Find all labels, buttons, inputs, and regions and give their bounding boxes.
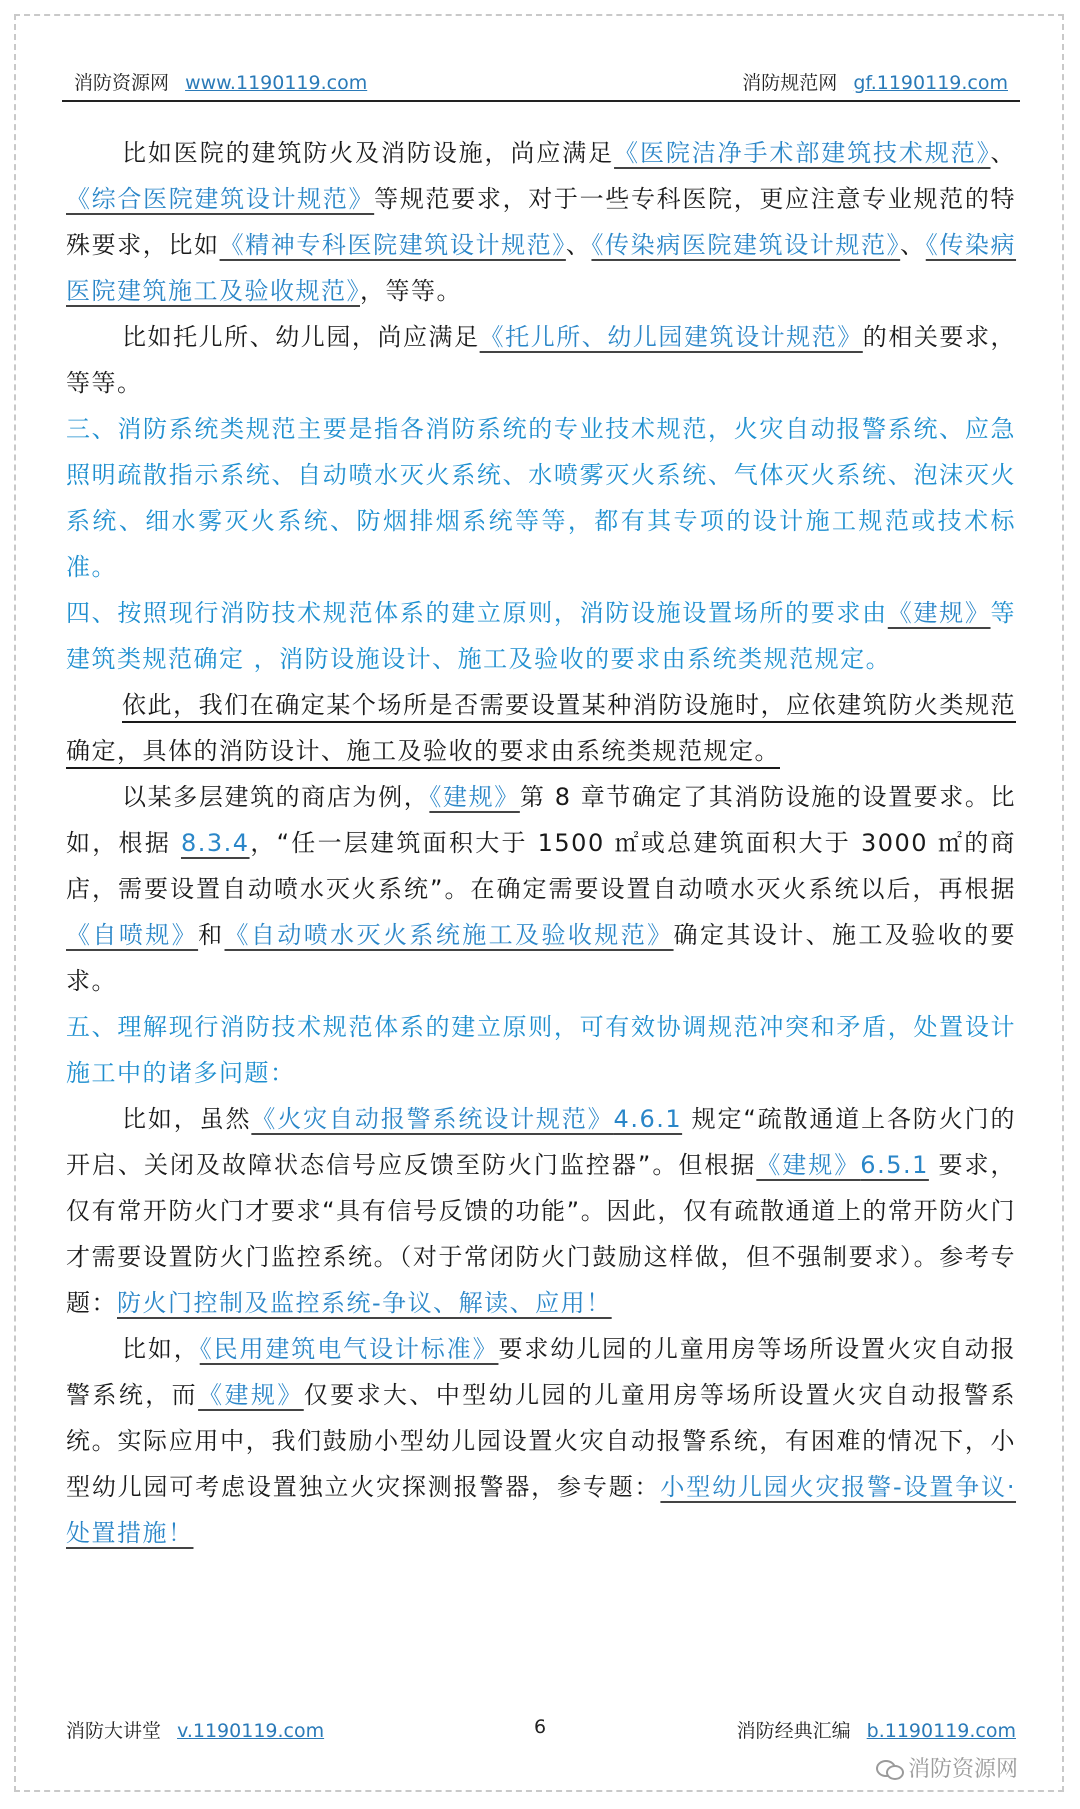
standard-link[interactable]: 《托儿所、幼儿园建筑设计规范》 bbox=[479, 323, 863, 351]
standard-link[interactable]: 《建规》 bbox=[198, 1381, 304, 1409]
section-four-heading bbox=[66, 590, 1016, 682]
clause-link[interactable]: 6.5.1 bbox=[860, 1151, 929, 1179]
footer-right bbox=[737, 1716, 1016, 1743]
watermark bbox=[876, 1752, 1018, 1783]
page-number: 6 bbox=[534, 1716, 547, 1738]
clause-link[interactable]: 4.6.1 bbox=[613, 1105, 683, 1133]
standard-link[interactable]: 《建规》 bbox=[887, 599, 991, 627]
paragraph-alarm bbox=[66, 1326, 1016, 1556]
text: 、 bbox=[900, 231, 926, 259]
standard-link[interactable]: 《建规》 bbox=[429, 783, 520, 811]
section-three-heading: 三、消防系统类规范主要是指各消防系统的专业技术规范，火灾自动报警系统、应急照明疏散指示系统、自动喷水灭火系统、水喷雾灭火系统、气体灭火系统、泡沫灭火系统、细水雾灭火系统、防烟排烟系统等等，都有其专项的设计施工规范或技术标准。 bbox=[66, 415, 1016, 581]
header-left-link[interactable]: www.1190119.com bbox=[185, 72, 368, 94]
paragraph-principle bbox=[66, 682, 1016, 774]
underlined-text: 依此，我们在确定某个场所是否需要设置某种消防设施时，应依建筑防火类规范确定，具体的消防设计、施工及验收的要求由系统类规范规定。 bbox=[66, 691, 1016, 765]
footer-right-site-name: 消防经典汇编 bbox=[736, 1720, 851, 1742]
standard-link[interactable]: 《建规》 bbox=[756, 1151, 861, 1179]
paragraph-kindergarten bbox=[66, 314, 1016, 406]
paragraph-shop-example bbox=[66, 774, 1016, 1004]
text: 比如医院的建筑防火及消防设施，尚应满足 bbox=[122, 139, 615, 167]
text: 、 bbox=[990, 139, 1017, 167]
text: 和 bbox=[198, 921, 225, 949]
standard-link[interactable]: 《传染病医院建筑施工及验收规范》 bbox=[66, 231, 1017, 305]
text: 的相关要求，等等。 bbox=[66, 323, 1017, 397]
text: 确定其设计、施工及验收的要求。 bbox=[66, 921, 1017, 995]
text: 第 8 章节确定了其消防设施的设置要求。比如，根据 bbox=[66, 783, 1017, 857]
text: 比如， bbox=[122, 1335, 200, 1363]
text: 等规范要求，对于一些专科医院，更应注意专业规范的特殊要求，比如 bbox=[66, 185, 1017, 259]
standard-link[interactable]: 《综合医院建筑设计规范》 bbox=[66, 185, 375, 213]
standard-link[interactable]: 《传染病医院建筑设计规范》 bbox=[591, 231, 901, 259]
watermark-text: 消防资源网 bbox=[908, 1757, 1019, 1782]
footer-left bbox=[66, 1716, 324, 1743]
text: ，“任一层建筑面积大于 1500 ㎡或总建筑面积大于 3000 ㎡的商店，需要设置自动喷水灭火系统”。在确定需要设置自动喷水灭火系统以后，再根据 bbox=[66, 829, 1016, 903]
text: 比如，虽然 bbox=[122, 1105, 252, 1133]
paragraph-hospital bbox=[66, 130, 1016, 314]
standard-link[interactable]: 《自动喷水灭火系统施工及验收规范》 bbox=[224, 921, 674, 949]
page-header bbox=[62, 66, 1020, 102]
text: 要求幼儿园的儿童用房等场所设置火灾自动报警系统，而 bbox=[66, 1335, 1017, 1409]
clause-link[interactable]: 8.3.4 bbox=[180, 829, 250, 857]
standard-link[interactable]: 《自喷规》 bbox=[66, 921, 199, 949]
text: 要求，仅有常开防火门才要求“具有信号反馈的功能”。因此，仅有疏散通道上的常开防火门才需要设置防火门监控系统。（对于常闭防火门鼓励这样做，但不强制要求）。参考专题： bbox=[66, 1151, 1016, 1317]
footer-left-site-name: 消防大讲堂 bbox=[66, 1720, 162, 1742]
footer-right-link[interactable]: b.1190119.com bbox=[866, 1720, 1016, 1742]
text: 、 bbox=[565, 231, 592, 259]
text: ，等等。 bbox=[360, 277, 462, 305]
footer-left-link[interactable]: v.1190119.com bbox=[177, 1720, 325, 1742]
header-right-site-name: 消防规范网 bbox=[742, 72, 838, 94]
text: 比如托儿所、幼儿园，尚应满足 bbox=[122, 323, 480, 351]
header-right-link[interactable]: gf.1190119.com bbox=[853, 72, 1008, 94]
text: 四、按照现行消防技术规范体系的建立原则，消防设施设置场所的要求由 bbox=[66, 599, 888, 627]
topic-link[interactable]: 防火门控制及监控系统-争议、解读、应用！ bbox=[117, 1289, 612, 1317]
topic-link[interactable]: 小型幼儿园火灾报警-设置争议·处置措施！ bbox=[66, 1473, 1017, 1547]
standard-link[interactable]: 《医院洁净手术部建筑技术规范》 bbox=[614, 139, 991, 167]
text: 以某多层建筑的商店为例， bbox=[122, 783, 430, 811]
article-body bbox=[66, 130, 1016, 1556]
text: 仅要求大、中型幼儿园的儿童用房等场所设置火灾自动报警系统。实际应用中，我们鼓励小型幼儿园设置火灾自动报警系统，有困难的情况下，小型幼儿园可考虑设置独立火灾探测报警器，参专题： bbox=[66, 1381, 1017, 1501]
page-footer bbox=[62, 1716, 1020, 1748]
text: 规定“疏散通道上各防火门的开启、关闭及故障状态信号应反馈至防火门监控器”。但根据 bbox=[66, 1105, 1017, 1179]
header-left bbox=[74, 68, 367, 95]
paragraph-fire-door bbox=[66, 1096, 1016, 1326]
section-five-heading: 五、理解现行消防技术规范体系的建立原则，可有效协调规范冲突和矛盾，处置设计施工中的诸多问题： bbox=[66, 1013, 1016, 1087]
standard-link[interactable]: 《精神专科医院建筑设计规范》 bbox=[219, 231, 566, 259]
wechat-icon bbox=[876, 1758, 902, 1778]
header-right bbox=[742, 68, 1008, 95]
text: 等建筑类规范确定 ，消防设施设计、施工及验收的要求由系统类规范规定。 bbox=[66, 599, 1017, 673]
header-left-site-name: 消防资源网 bbox=[74, 72, 170, 94]
standard-link[interactable]: 《民用建筑电气设计标准》 bbox=[199, 1335, 499, 1363]
standard-link[interactable]: 《火灾自动报警系统设计规范》 bbox=[251, 1105, 614, 1133]
